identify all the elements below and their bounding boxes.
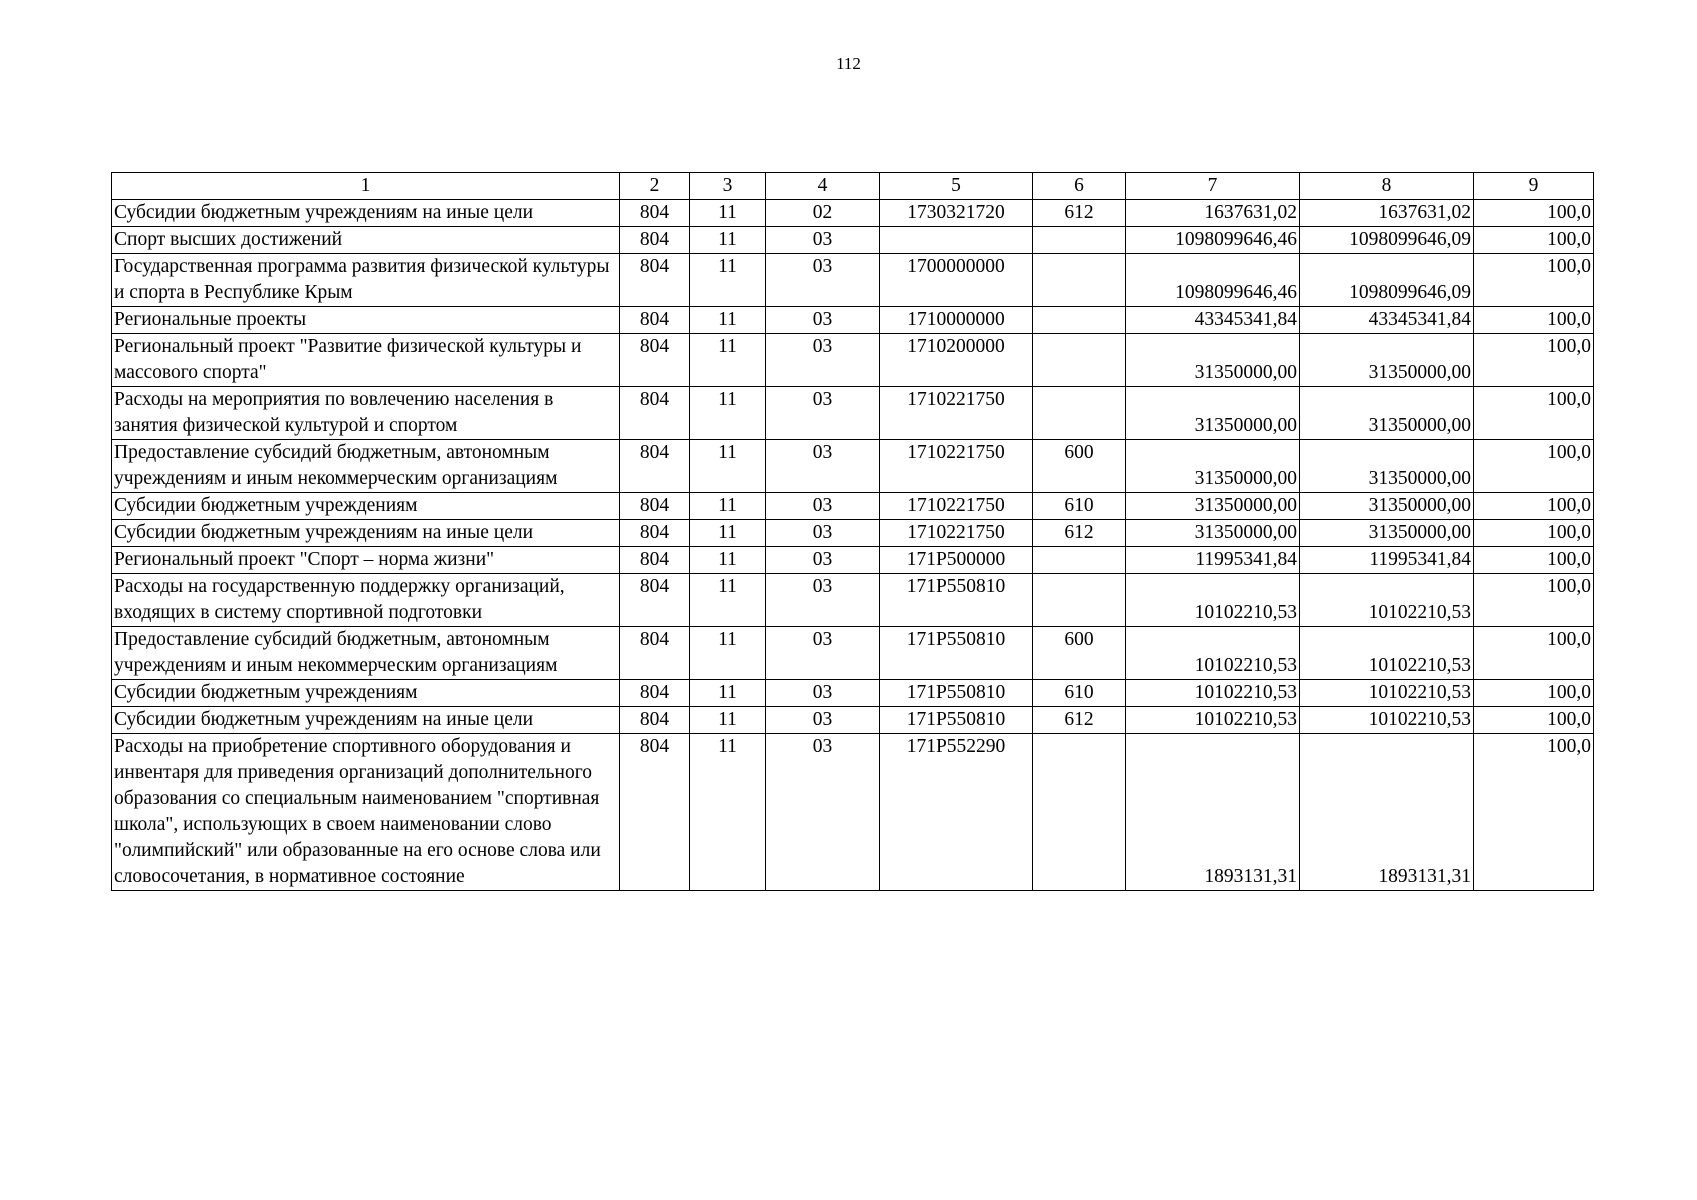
column-header-5: 5 [880, 173, 1033, 200]
executed-amount-cell: 31350000,00 [1300, 493, 1474, 520]
target-article-cell: 1710000000 [880, 307, 1033, 334]
target-article-cell: 1710221750 [880, 493, 1033, 520]
target-article-cell: 1710221750 [880, 520, 1033, 547]
subsection-code-cell: 03 [766, 440, 880, 493]
execution-percent-cell: 100,0 [1474, 627, 1594, 680]
subsection-code-cell: 02 [766, 200, 880, 227]
expense-name-cell: Предоставление субсидий бюджетным, автономным учреждениям и иным некоммерческим организациям [112, 627, 620, 680]
execution-percent-cell: 100,0 [1474, 493, 1594, 520]
target-article-cell: 1730321720 [880, 200, 1033, 227]
subsection-code-cell: 03 [766, 227, 880, 254]
section-code-cell: 11 [690, 547, 766, 574]
execution-percent-cell: 100,0 [1474, 387, 1594, 440]
executed-amount-cell: 1098099646,09 [1300, 254, 1474, 307]
expense-name-cell: Региональный проект "Развитие физической культуры и массового спорта" [112, 334, 620, 387]
column-number-header-row [112, 173, 1594, 200]
column-header-8: 8 [1300, 173, 1474, 200]
ministry-code-cell: 804 [620, 627, 690, 680]
execution-percent-cell: 100,0 [1474, 334, 1594, 387]
section-code-cell: 11 [690, 734, 766, 891]
column-header-9: 9 [1474, 173, 1594, 200]
target-article-cell: 171P550810 [880, 707, 1033, 734]
table-row [112, 734, 1594, 891]
planned-amount-cell: 10102210,53 [1126, 574, 1300, 627]
ministry-code-cell: 804 [620, 680, 690, 707]
table-row [112, 227, 1594, 254]
execution-percent-cell: 100,0 [1474, 440, 1594, 493]
planned-amount-cell: 10102210,53 [1126, 627, 1300, 680]
table-row [112, 547, 1594, 574]
expense-type-cell [1033, 574, 1126, 627]
executed-amount-cell: 10102210,53 [1300, 680, 1474, 707]
table-row [112, 307, 1594, 334]
executed-amount-cell: 10102210,53 [1300, 707, 1474, 734]
expense-name-cell: Государственная программа развития физической культуры и спорта в Республике Крым [112, 254, 620, 307]
expense-type-cell: 612 [1033, 707, 1126, 734]
expense-type-cell: 612 [1033, 520, 1126, 547]
section-code-cell: 11 [690, 440, 766, 493]
expense-type-cell: 612 [1033, 200, 1126, 227]
subsection-code-cell: 03 [766, 520, 880, 547]
table-row [112, 334, 1594, 387]
table-row [112, 680, 1594, 707]
executed-amount-cell: 11995341,84 [1300, 547, 1474, 574]
section-code-cell: 11 [690, 254, 766, 307]
planned-amount-cell: 1098099646,46 [1126, 254, 1300, 307]
expense-type-cell: 600 [1033, 627, 1126, 680]
execution-percent-cell: 100,0 [1474, 734, 1594, 891]
planned-amount-cell: 31350000,00 [1126, 440, 1300, 493]
column-header-6: 6 [1033, 173, 1126, 200]
planned-amount-cell: 31350000,00 [1126, 387, 1300, 440]
planned-amount-cell: 10102210,53 [1126, 680, 1300, 707]
table-row [112, 200, 1594, 227]
expense-name-cell: Предоставление субсидий бюджетным, автономным учреждениям и иным некоммерческим организациям [112, 440, 620, 493]
subsection-code-cell: 03 [766, 547, 880, 574]
target-article-cell: 171P550810 [880, 574, 1033, 627]
section-code-cell: 11 [690, 387, 766, 440]
expense-type-cell: 610 [1033, 680, 1126, 707]
section-code-cell: 11 [690, 307, 766, 334]
planned-amount-cell: 1893131,31 [1126, 734, 1300, 891]
execution-percent-cell: 100,0 [1474, 574, 1594, 627]
planned-amount-cell: 11995341,84 [1126, 547, 1300, 574]
section-code-cell: 11 [690, 574, 766, 627]
planned-amount-cell: 10102210,53 [1126, 707, 1300, 734]
subsection-code-cell: 03 [766, 307, 880, 334]
ministry-code-cell: 804 [620, 387, 690, 440]
subsection-code-cell: 03 [766, 493, 880, 520]
ministry-code-cell: 804 [620, 734, 690, 891]
planned-amount-cell: 1637631,02 [1126, 200, 1300, 227]
column-header-2: 2 [620, 173, 690, 200]
ministry-code-cell: 804 [620, 707, 690, 734]
executed-amount-cell: 31350000,00 [1300, 520, 1474, 547]
target-article-cell: 1700000000 [880, 254, 1033, 307]
expense-type-cell [1033, 334, 1126, 387]
column-header-4: 4 [766, 173, 880, 200]
ministry-code-cell: 804 [620, 493, 690, 520]
expense-name-cell: Расходы на мероприятия по вовлечению населения в занятия физической культурой и спортом [112, 387, 620, 440]
table-row [112, 440, 1594, 493]
ministry-code-cell: 804 [620, 334, 690, 387]
ministry-code-cell: 804 [620, 574, 690, 627]
section-code-cell: 11 [690, 627, 766, 680]
expense-type-cell [1033, 387, 1126, 440]
subsection-code-cell: 03 [766, 334, 880, 387]
executed-amount-cell: 31350000,00 [1300, 440, 1474, 493]
page-number: 112 [836, 54, 861, 73]
expense-name-cell: Расходы на приобретение спортивного оборудования и инвентаря для приведения организаций дополнительного образования со специальным наименованием "спортивная школа", использующих в своем наименовании слово "олимпийский" или образованные на его основе слова или словосочетания, в нормативное состояние [112, 734, 620, 891]
executed-amount-cell: 1637631,02 [1300, 200, 1474, 227]
executed-amount-cell: 31350000,00 [1300, 334, 1474, 387]
target-article-cell: 171P550810 [880, 627, 1033, 680]
planned-amount-cell: 31350000,00 [1126, 520, 1300, 547]
executed-amount-cell: 10102210,53 [1300, 627, 1474, 680]
planned-amount-cell: 31350000,00 [1126, 334, 1300, 387]
execution-percent-cell: 100,0 [1474, 547, 1594, 574]
planned-amount-cell: 1098099646,46 [1126, 227, 1300, 254]
expense-name-cell: Субсидии бюджетным учреждениям на иные цели [112, 200, 620, 227]
section-code-cell: 11 [690, 493, 766, 520]
expense-type-cell [1033, 227, 1126, 254]
execution-percent-cell: 100,0 [1474, 680, 1594, 707]
ministry-code-cell: 804 [620, 254, 690, 307]
table-row [112, 627, 1594, 680]
execution-percent-cell: 100,0 [1474, 707, 1594, 734]
section-code-cell: 11 [690, 520, 766, 547]
subsection-code-cell: 03 [766, 707, 880, 734]
expense-type-cell [1033, 547, 1126, 574]
expense-type-cell [1033, 734, 1126, 891]
execution-percent-cell: 100,0 [1474, 520, 1594, 547]
table-row [112, 574, 1594, 627]
ministry-code-cell: 804 [620, 520, 690, 547]
table-row [112, 520, 1594, 547]
subsection-code-cell: 03 [766, 627, 880, 680]
target-article-cell: 171P500000 [880, 547, 1033, 574]
section-code-cell: 11 [690, 200, 766, 227]
expense-name-cell: Субсидии бюджетным учреждениям [112, 493, 620, 520]
subsection-code-cell: 03 [766, 387, 880, 440]
section-code-cell: 11 [690, 707, 766, 734]
ministry-code-cell: 804 [620, 547, 690, 574]
budget-table [111, 172, 1594, 891]
section-code-cell: 11 [690, 334, 766, 387]
column-header-7: 7 [1126, 173, 1300, 200]
planned-amount-cell: 43345341,84 [1126, 307, 1300, 334]
ministry-code-cell: 804 [620, 200, 690, 227]
executed-amount-cell: 43345341,84 [1300, 307, 1474, 334]
expense-name-cell: Субсидии бюджетным учреждениям [112, 680, 620, 707]
table-row [112, 387, 1594, 440]
ministry-code-cell: 804 [620, 307, 690, 334]
table-row [112, 493, 1594, 520]
section-code-cell: 11 [690, 227, 766, 254]
target-article-cell: 1710200000 [880, 334, 1033, 387]
subsection-code-cell: 03 [766, 254, 880, 307]
executed-amount-cell: 10102210,53 [1300, 574, 1474, 627]
ministry-code-cell: 804 [620, 227, 690, 254]
target-article-cell: 171P552290 [880, 734, 1033, 891]
subsection-code-cell: 03 [766, 574, 880, 627]
expense-name-cell: Региональный проект "Спорт – норма жизни" [112, 547, 620, 574]
execution-percent-cell: 100,0 [1474, 307, 1594, 334]
table-row [112, 254, 1594, 307]
expense-name-cell: Субсидии бюджетным учреждениям на иные цели [112, 520, 620, 547]
subsection-code-cell: 03 [766, 734, 880, 891]
planned-amount-cell: 31350000,00 [1126, 493, 1300, 520]
expense-type-cell: 610 [1033, 493, 1126, 520]
table-row [112, 707, 1594, 734]
column-header-1: 1 [112, 173, 620, 200]
subsection-code-cell: 03 [766, 680, 880, 707]
expense-type-cell [1033, 254, 1126, 307]
execution-percent-cell: 100,0 [1474, 227, 1594, 254]
target-article-cell [880, 227, 1033, 254]
target-article-cell: 1710221750 [880, 440, 1033, 493]
target-article-cell: 171P550810 [880, 680, 1033, 707]
expense-name-cell: Субсидии бюджетным учреждениям на иные цели [112, 707, 620, 734]
expense-type-cell [1033, 307, 1126, 334]
expense-type-cell: 600 [1033, 440, 1126, 493]
execution-percent-cell: 100,0 [1474, 200, 1594, 227]
section-code-cell: 11 [690, 680, 766, 707]
executed-amount-cell: 1098099646,09 [1300, 227, 1474, 254]
executed-amount-cell: 31350000,00 [1300, 387, 1474, 440]
ministry-code-cell: 804 [620, 440, 690, 493]
column-header-3: 3 [690, 173, 766, 200]
execution-percent-cell: 100,0 [1474, 254, 1594, 307]
expense-name-cell: Спорт высших достижений [112, 227, 620, 254]
expense-name-cell: Региональные проекты [112, 307, 620, 334]
target-article-cell: 1710221750 [880, 387, 1033, 440]
expense-name-cell: Расходы на государственную поддержку организаций, входящих в систему спортивной подготовки [112, 574, 620, 627]
executed-amount-cell: 1893131,31 [1300, 734, 1474, 891]
